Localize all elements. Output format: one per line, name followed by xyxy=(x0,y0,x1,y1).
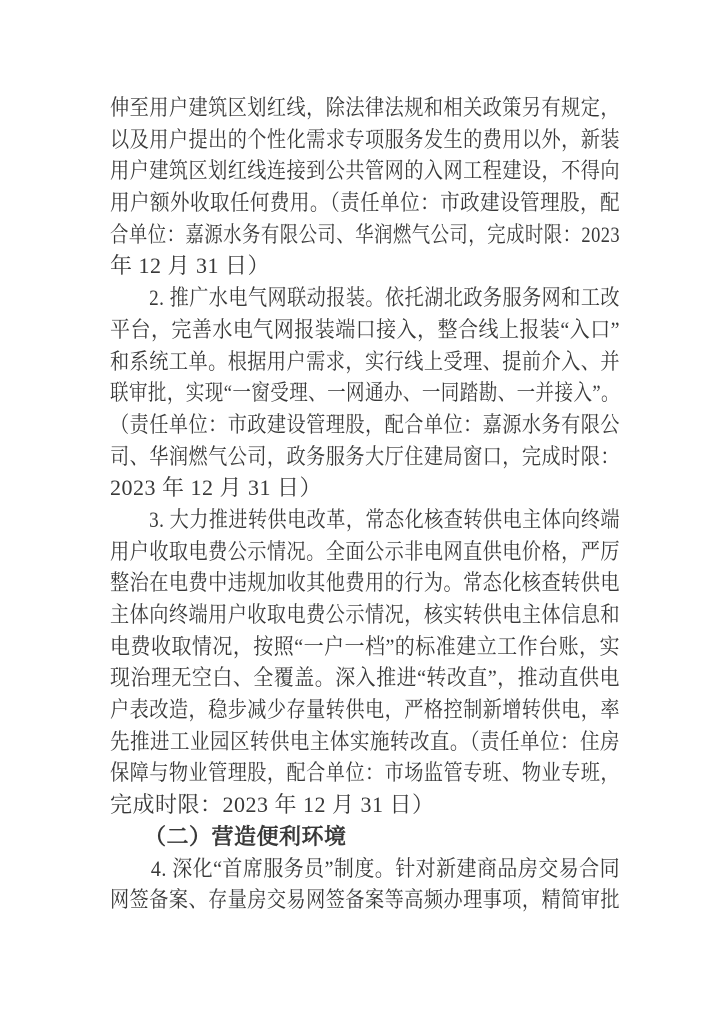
text-line xyxy=(110,187,620,219)
text-line xyxy=(110,694,620,726)
text-line xyxy=(110,504,620,536)
text-line-content: 现治理无空白、全覆盖。深入推进“转改直”，推动直供电 xyxy=(110,665,620,691)
text-line xyxy=(110,124,620,156)
text-line xyxy=(110,409,620,441)
text-line-content: 用户额外收取任何费用。（责任单位：市政建设管理股，配 xyxy=(110,190,620,216)
text-line xyxy=(110,346,620,378)
section-heading-line xyxy=(110,821,620,853)
text-line xyxy=(110,757,620,789)
text-line xyxy=(110,853,620,885)
text-line xyxy=(110,314,620,346)
text-line xyxy=(110,472,620,504)
text-line-content: 4. 深化“首席服务员”制度。针对新建商品房交易合同 xyxy=(110,855,620,881)
text-line-content: （责任单位：市政建设管理股，配合单位：嘉源水务有限公 xyxy=(110,411,620,437)
text-line-content: 网签备案、存量房交易网签备案等高频办理事项，精简审批 xyxy=(110,887,620,913)
text-line-content: 用户收取电费公示情况。全面公示非电网直供电价格，严厉 xyxy=(110,538,620,564)
text-line-content: 2. 推广水电气网联动报装。依托湖北政务服务网和工改 xyxy=(110,285,620,311)
text-line-content: 整治在电费中违规加收其他费用的行为。常态化核查转供电 xyxy=(110,570,620,596)
text-line-content: 3. 大力推进转供电改革，常态化核查转供电主体向终端 xyxy=(110,506,620,532)
text-line xyxy=(110,250,620,282)
text-line xyxy=(110,599,620,631)
text-line-content: 以及用户提出的个性化需求专项服务发生的费用以外，新装 xyxy=(110,126,620,152)
text-line-content: 联审批，实现“一窗受理、一网通办、一同踏勘、一并接入”。 xyxy=(110,380,620,406)
text-line xyxy=(110,631,620,663)
text-line xyxy=(110,219,620,251)
text-line-content: 平台，完善水电气网报装端口接入，整合线上报装“入口” xyxy=(110,316,620,342)
text-line xyxy=(110,567,620,599)
text-line xyxy=(110,282,620,314)
text-line-content: 保障与物业管理股，配合单位：市场监管专班、物业专班， xyxy=(110,760,620,786)
text-line xyxy=(110,155,620,187)
text-line xyxy=(110,884,620,916)
text-line-content: 先推进工业园区转供电主体实施转改直。（责任单位：住房 xyxy=(110,728,620,754)
text-line xyxy=(110,726,620,758)
text-line-content: 完成时限：2023 年 12 月 31 日） xyxy=(110,792,435,818)
text-line-content: 年 12 月 31 日） xyxy=(110,253,271,279)
text-line-content: 用户建筑区划红线连接到公共管网的入网工程建设，不得向 xyxy=(110,158,620,184)
text-line xyxy=(110,789,620,821)
text-line-content: 户表改造，稳步减少存量转供电，严格控制新增转供电，率 xyxy=(110,697,620,723)
text-line-content: （二）营造便利环境 xyxy=(110,823,347,849)
text-line-content: 伸至用户建筑区划红线，除法律法规和相关政策另有规定， xyxy=(110,95,620,120)
text-line-content: 合单位：嘉源水务有限公司、华润燃气公司，完成时限：2023 xyxy=(110,221,620,247)
text-line xyxy=(110,92,620,124)
text-line-content: 电费收取情况，按照“一户一档”的标准建立工作台账，实 xyxy=(110,633,620,659)
text-line-content: 和系统工单。根据用户需求，实行线上受理、提前介入、并 xyxy=(110,348,620,374)
text-block xyxy=(110,92,620,916)
text-line xyxy=(110,536,620,568)
text-line xyxy=(110,662,620,694)
text-line xyxy=(110,377,620,409)
text-line-content: 司、华润燃气公司，政务服务大厅住建局窗口，完成时限： xyxy=(110,443,620,469)
text-line-content: 主体向终端用户收取电费公示情况，核实转供电主体信息和 xyxy=(110,602,620,627)
text-line xyxy=(110,441,620,473)
text-line-content: 2023 年 12 月 31 日） xyxy=(110,475,323,501)
